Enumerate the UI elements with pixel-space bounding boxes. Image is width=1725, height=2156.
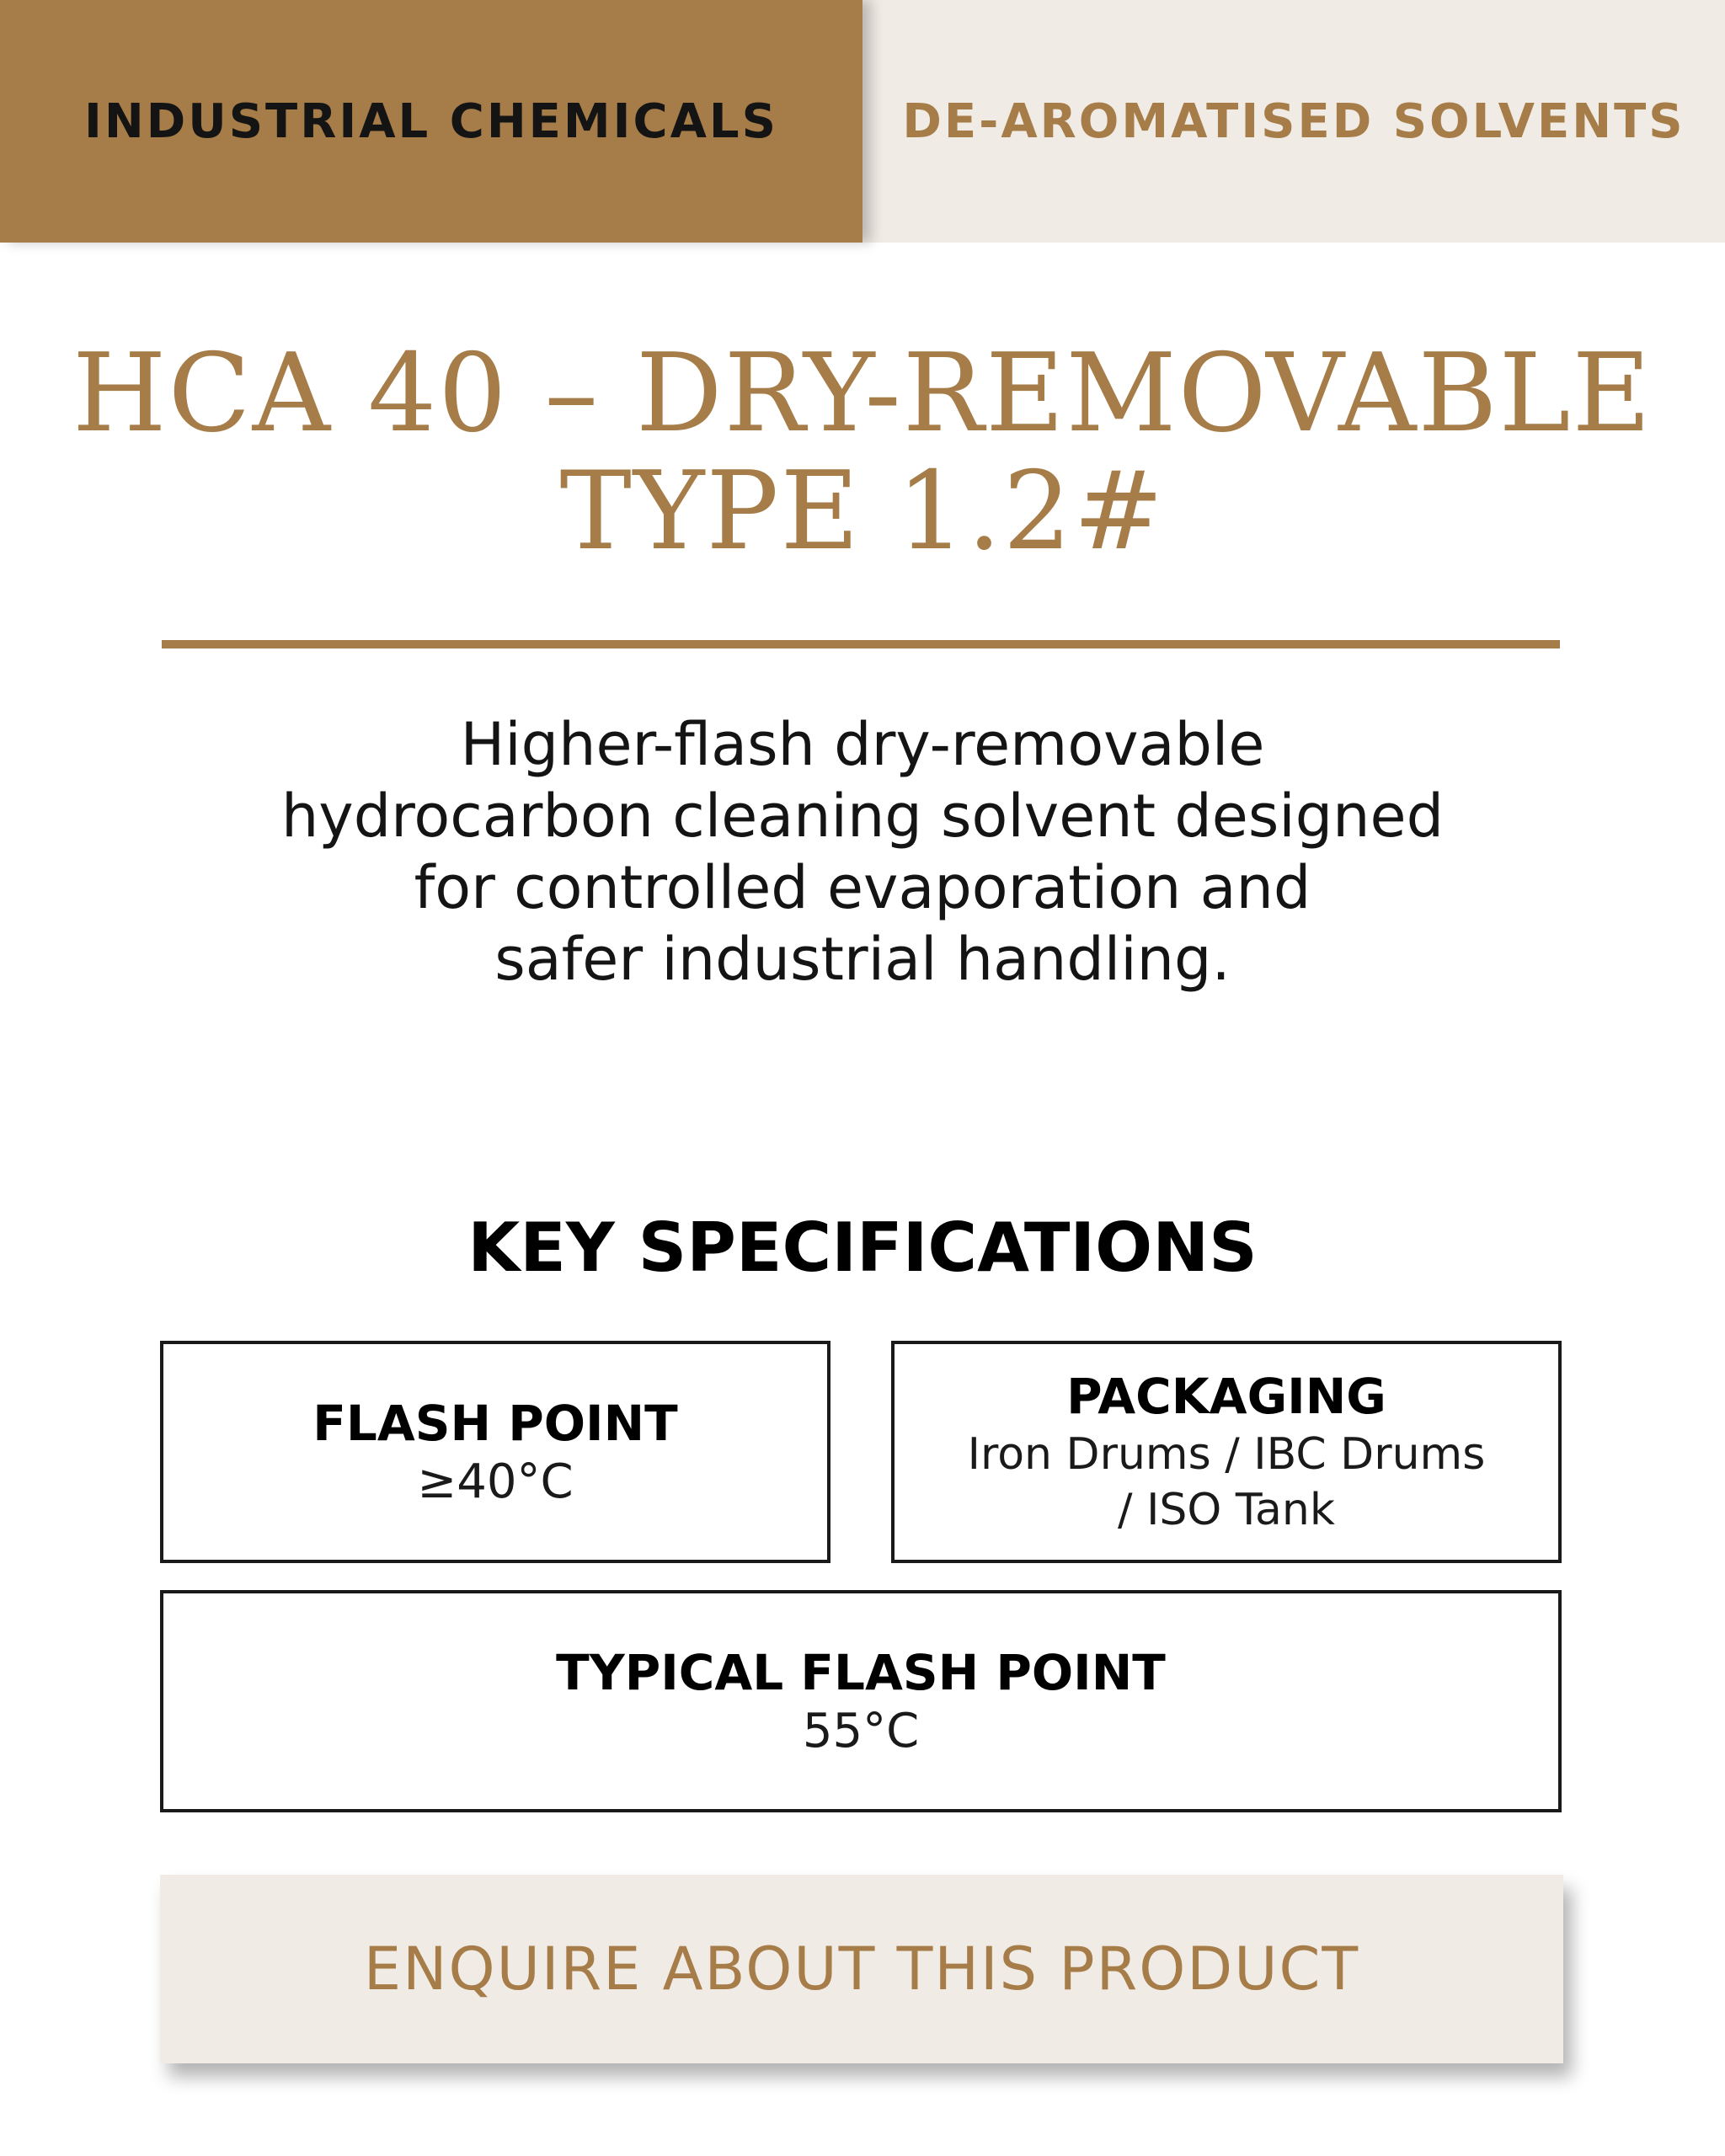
product-title-line-1: HCA 40 – DRY-REMOVABLE (72, 331, 1653, 456)
description-line-3: for controlled evaporation and (414, 853, 1311, 922)
product-title-line-2: TYPE 1.2# (559, 449, 1166, 574)
spec-value-packaging-line-2: / ISO Tank (1118, 1485, 1335, 1535)
category-tabs (0, 0, 1725, 243)
tab-de-aromatised-solvents[interactable]: DE-AROMATISED SOLVENTS (862, 0, 1725, 243)
tab-industrial-chemicals[interactable]: INDUSTRIAL CHEMICALS (0, 0, 862, 243)
spec-value-flash-point: ≥40°C (417, 1454, 574, 1509)
spec-value-typical-flash-point: 55°C (802, 1704, 920, 1758)
product-description (0, 709, 1725, 995)
title-divider (162, 640, 1560, 648)
description-line-4: safer industrial handling. (494, 925, 1231, 994)
description-line-2: hydrocarbon cleaning solvent designed (280, 782, 1445, 851)
enquire-button[interactable]: ENQUIRE ABOUT THIS PRODUCT (160, 1875, 1563, 2063)
spec-label-flash-point: FLASH POINT (312, 1395, 678, 1452)
spec-label-typical-flash-point: TYPICAL FLASH POINT (556, 1644, 1166, 1701)
key-specifications-heading: KEY SPECIFICATIONS (467, 1209, 1258, 1287)
product-title (0, 331, 1725, 574)
spec-card-typical-flash-point (160, 1590, 1562, 1812)
description-line-1: Higher-flash dry-removable (460, 710, 1265, 779)
spec-card-packaging (891, 1341, 1562, 1563)
spec-value-packaging-line-1: Iron Drums / IBC Drums (967, 1429, 1486, 1480)
spec-card-flash-point (160, 1341, 830, 1563)
spec-label-packaging: PACKAGING (1066, 1368, 1386, 1425)
spec-value-packaging (968, 1427, 1486, 1538)
